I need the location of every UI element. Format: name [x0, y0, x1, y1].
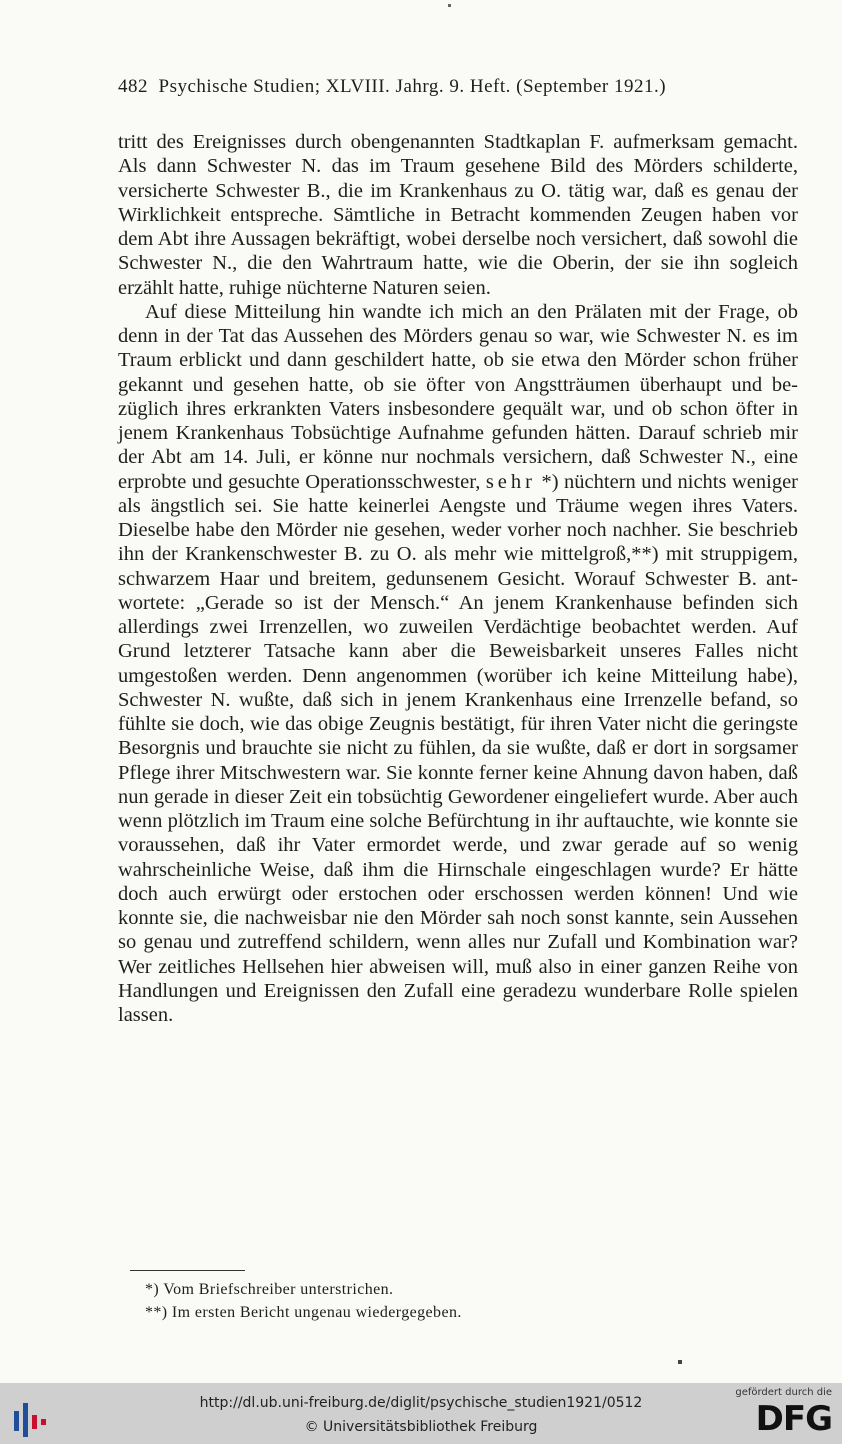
running-header [118, 76, 778, 98]
page-number: 482 [118, 76, 148, 97]
paragraph-2-text-a: Auf diese Mitteilung hin wandte ich mich an den Prälaten mit der Frage, ob denn in der Tat das Aussehen des Mörders genau so war, wie Schwester N. es im Traum erblickt und dann geschildert hatte, ob sie etwa den Mörder schon früher gekannt und gesehen hatte, ob sie öfter von Angstträumen überhaupt und bezüglich ihres erkrankten Vaters insbesondere gequält war, und ob schon öfter in jenem Krankenhaus Tobsüchtige Aufnahme gefunden hätten. Darauf schrieb mir der Abt am 14. Juli, er könne nur nochmals versichern, daß Schwester N., eine erprobte und gesuchte Operationsschwester, [118, 300, 798, 493]
scan-speck [448, 4, 451, 7]
body-text [118, 130, 798, 1027]
footnotes [145, 1278, 705, 1324]
paragraph-2 [118, 300, 798, 1028]
permalink[interactable] [0, 1395, 842, 1411]
emphasis-spaced: sehr [485, 470, 536, 493]
running-title: Psychische Studien; XLVIII. Jahrg. 9. Heft. (September 1921.) [158, 76, 667, 97]
footnote-rule [130, 1270, 245, 1271]
footnote-1: *) Vom Briefschreiber unterstrichen. [145, 1281, 394, 1298]
viewer-footer [0, 1383, 842, 1444]
dfg-caption: gefördert durch die [735, 1387, 832, 1398]
dfg-logo: DFG [755, 1399, 832, 1439]
permalink-link[interactable]: http://dl.ub.uni-freiburg.de/diglit/psychische_studien1921/0512 [199, 1395, 643, 1411]
footnote-2: **) Im ersten Bericht ungenau wiedergegeben. [145, 1304, 462, 1321]
paragraph-2-text-b: *) nüchtern und nichts weniger als ängstlich sei. Sie hatte keinerlei Aengste und Träume wegen ihres Vaters. Dieselbe habe den Mörder nie gesehen, weder vorher noch nachher. Sie beschrieb ihn der Krankenschwester B. zu O. als mehr wie mittelgroß,**) mit struppigem, schwarzem Haar und breitem, gedunsenem Gesicht. Worauf Schwester B. antwortete: „Gerade so ist der Mensch.“ An jenem Krankenhause befinden sich allerdings zwei Irrenzellen, wo zuweilen Verdächtige beobachtet werden. Auf Grund letzterer Tatsache kann aber die Beweisbarkeit unseres Falles nicht umgestoßen werden. Denn angenommen (worüber ich keine Mitteilung habe), Schwester N. wußte, daß sich in jenem Krankenhaus eine Irrenzelle befand, so fühlte sie doch, wie das obige Zeugnis bestätigt, für ihren Vater nicht die geringste Besorgnis und brauchte sie nicht zu fühlen, da sie wußte, daß er dort in sorgsamer Pflege ihrer Mitschwestern war. Sie konnte ferner keine Ahnung davon haben, daß nun gerade in dieser Zeit ein tobsüchtig Gewordener eingeliefert wurde. Aber auch wenn plötzlich im Traum eine solche Befürchtung in ihr auftauchte, wie konnte sie voraussehen, daß ihr Vater ermordet werde, und zwar gerade auf so wenig wahrscheinliche Weise, daß ihm die Hirnschale eingeschlagen wurde? Er hätte doch auch erwürgt oder erstochen oder erschossen werden können! Und wie konnte sie, die nachweisbar nie den Mörder sah noch sonst kannte, sein Aussehen so genau und zutreffend schildern, wenn alles nur Zufall und Kombination war? Wer zeitliches Hellsehen hier abweisen will, muß also in einer ganzen Reihe von Handlungen und Ereignissen den Zufall eine geradezu wunderbare Rolle spielen lassen. [118, 470, 798, 1026]
paragraph-1-text: tritt des Ereignisses durch obengenannten Stadtkaplan F. aufmerksam gemacht. Als dann Schwester N. das im Traum gesehene Bild des Mörders schilderte, versicherte Schwester B., die im Krankenhaus zu O. tätig war, daß es genau der Wirklichkeit entspreche. Sämtliche in Betracht kommenden Zeugen haben vor dem Abt ihre Aussagen bekräftigt, wobei derselbe noch versichert, daß sowohl die Schwester N., die den Wahrtraum hatte, wie die Oberin, der sie ihn sogleich erzählt hatte, ruhige nüchterne Naturen seien. [118, 131, 798, 299]
copyright: © Universitätsbibliothek Freiburg [304, 1419, 538, 1435]
paragraph-1 [118, 130, 798, 300]
scan-speck [678, 1360, 682, 1364]
